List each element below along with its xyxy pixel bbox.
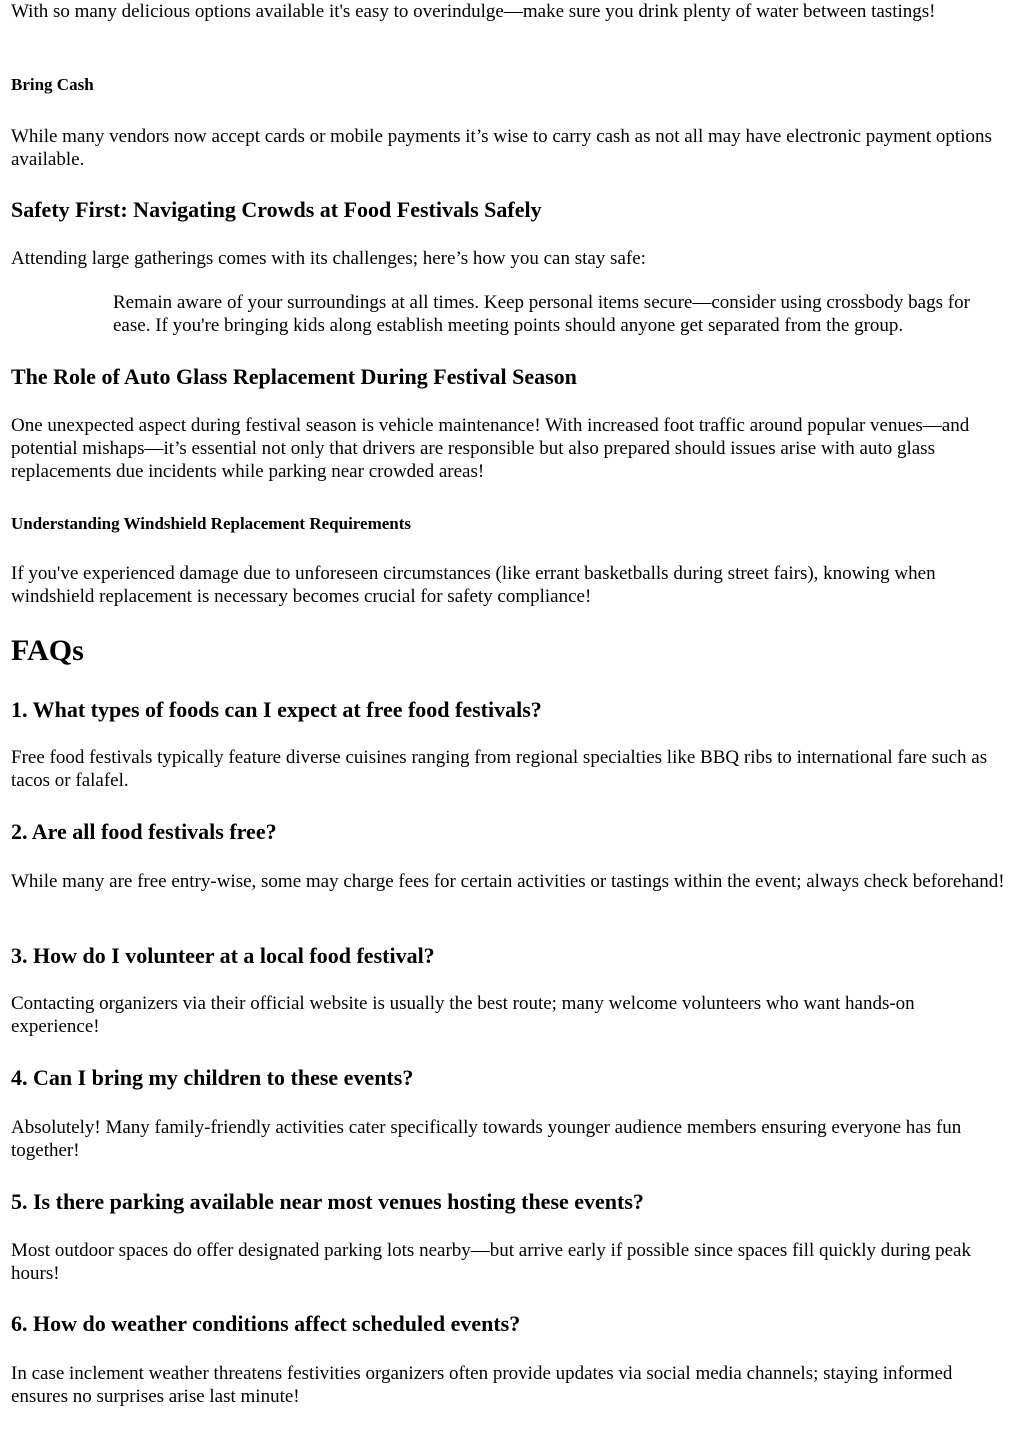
auto-glass-heading: The Role of Auto Glass Replacement During Festival Season [11, 364, 577, 389]
bring-cash-heading: Bring Cash [11, 75, 94, 94]
faq-answer-1: Free food festivals typically feature diverse cuisines ranging from regional specialties like BBQ ribs to international fare such as tacos or falafel. [11, 747, 988, 791]
faq-question-3: 3. How do I volunteer at a local food festival? [11, 943, 435, 968]
auto-glass-paragraph: One unexpected aspect during festival season is vehicle maintenance! With increased foot traffic around popular venues—and potential mishaps—it’s essential not only that drivers are responsible but also prepared should issues arise with auto glass replacements due incidents while parking near crowded areas! [11, 415, 970, 482]
safety-intro-paragraph: Attending large gatherings comes with its challenges; here’s how you can stay safe: [11, 248, 646, 269]
faq-answer-5: Most outdoor spaces do offer designated parking lots nearby—but arrive early if possible since spaces fill quickly during peak hours! [11, 1240, 971, 1284]
windshield-heading: Understanding Windshield Replacement Requirements [11, 514, 412, 533]
faq-answer-2: While many are free entry-wise, some may charge fees for certain activities or tastings within the event; always check beforehand! [11, 871, 1005, 892]
faq-answer-4: Absolutely! Many family-friendly activities cater specifically towards younger audience members ensuring everyone has fun together! [11, 1117, 962, 1161]
bring-cash-paragraph: While many vendors now accept cards or mobile payments it’s wise to carry cash as not all may have electronic payment options available. [11, 126, 992, 170]
faq-question-2: 2. Are all food festivals free? [11, 819, 277, 844]
intro-paragraph: With so many delicious options available it's easy to overindulge—make sure you drink plenty of water between tastings! [11, 1, 936, 22]
faqs-title: FAQs [11, 634, 84, 667]
faq-question-1: 1. What types of foods can I expect at free food festivals? [11, 697, 542, 722]
safety-tips-quote: Remain aware of your surroundings at all times. Keep personal items secure—consider using crossbody bags for ease. If you're bringing kids along establish meeting points should anyone get separated from the group. [113, 292, 970, 336]
safety-heading: Safety First: Navigating Crowds at Food Festivals Safely [11, 197, 542, 222]
faq-answer-6: In case inclement weather threatens festivities organizers often provide updates via social media channels; staying informed ensures no surprises arise last minute! [11, 1363, 953, 1407]
faq-question-6: 6. How do weather conditions affect scheduled events? [11, 1311, 521, 1336]
windshield-paragraph: If you've experienced damage due to unforeseen circumstances (like errant basketballs during street fairs), knowing when windshield replacement is necessary becomes crucial for safety compliance! [11, 563, 936, 607]
faq-question-4: 4. Can I bring my children to these events? [11, 1065, 414, 1090]
faq-answer-3: Contacting organizers via their official website is usually the best route; many welcome volunteers who want hands-on experience! [11, 993, 915, 1037]
faq-question-5: 5. Is there parking available near most venues hosting these events? [11, 1189, 644, 1214]
